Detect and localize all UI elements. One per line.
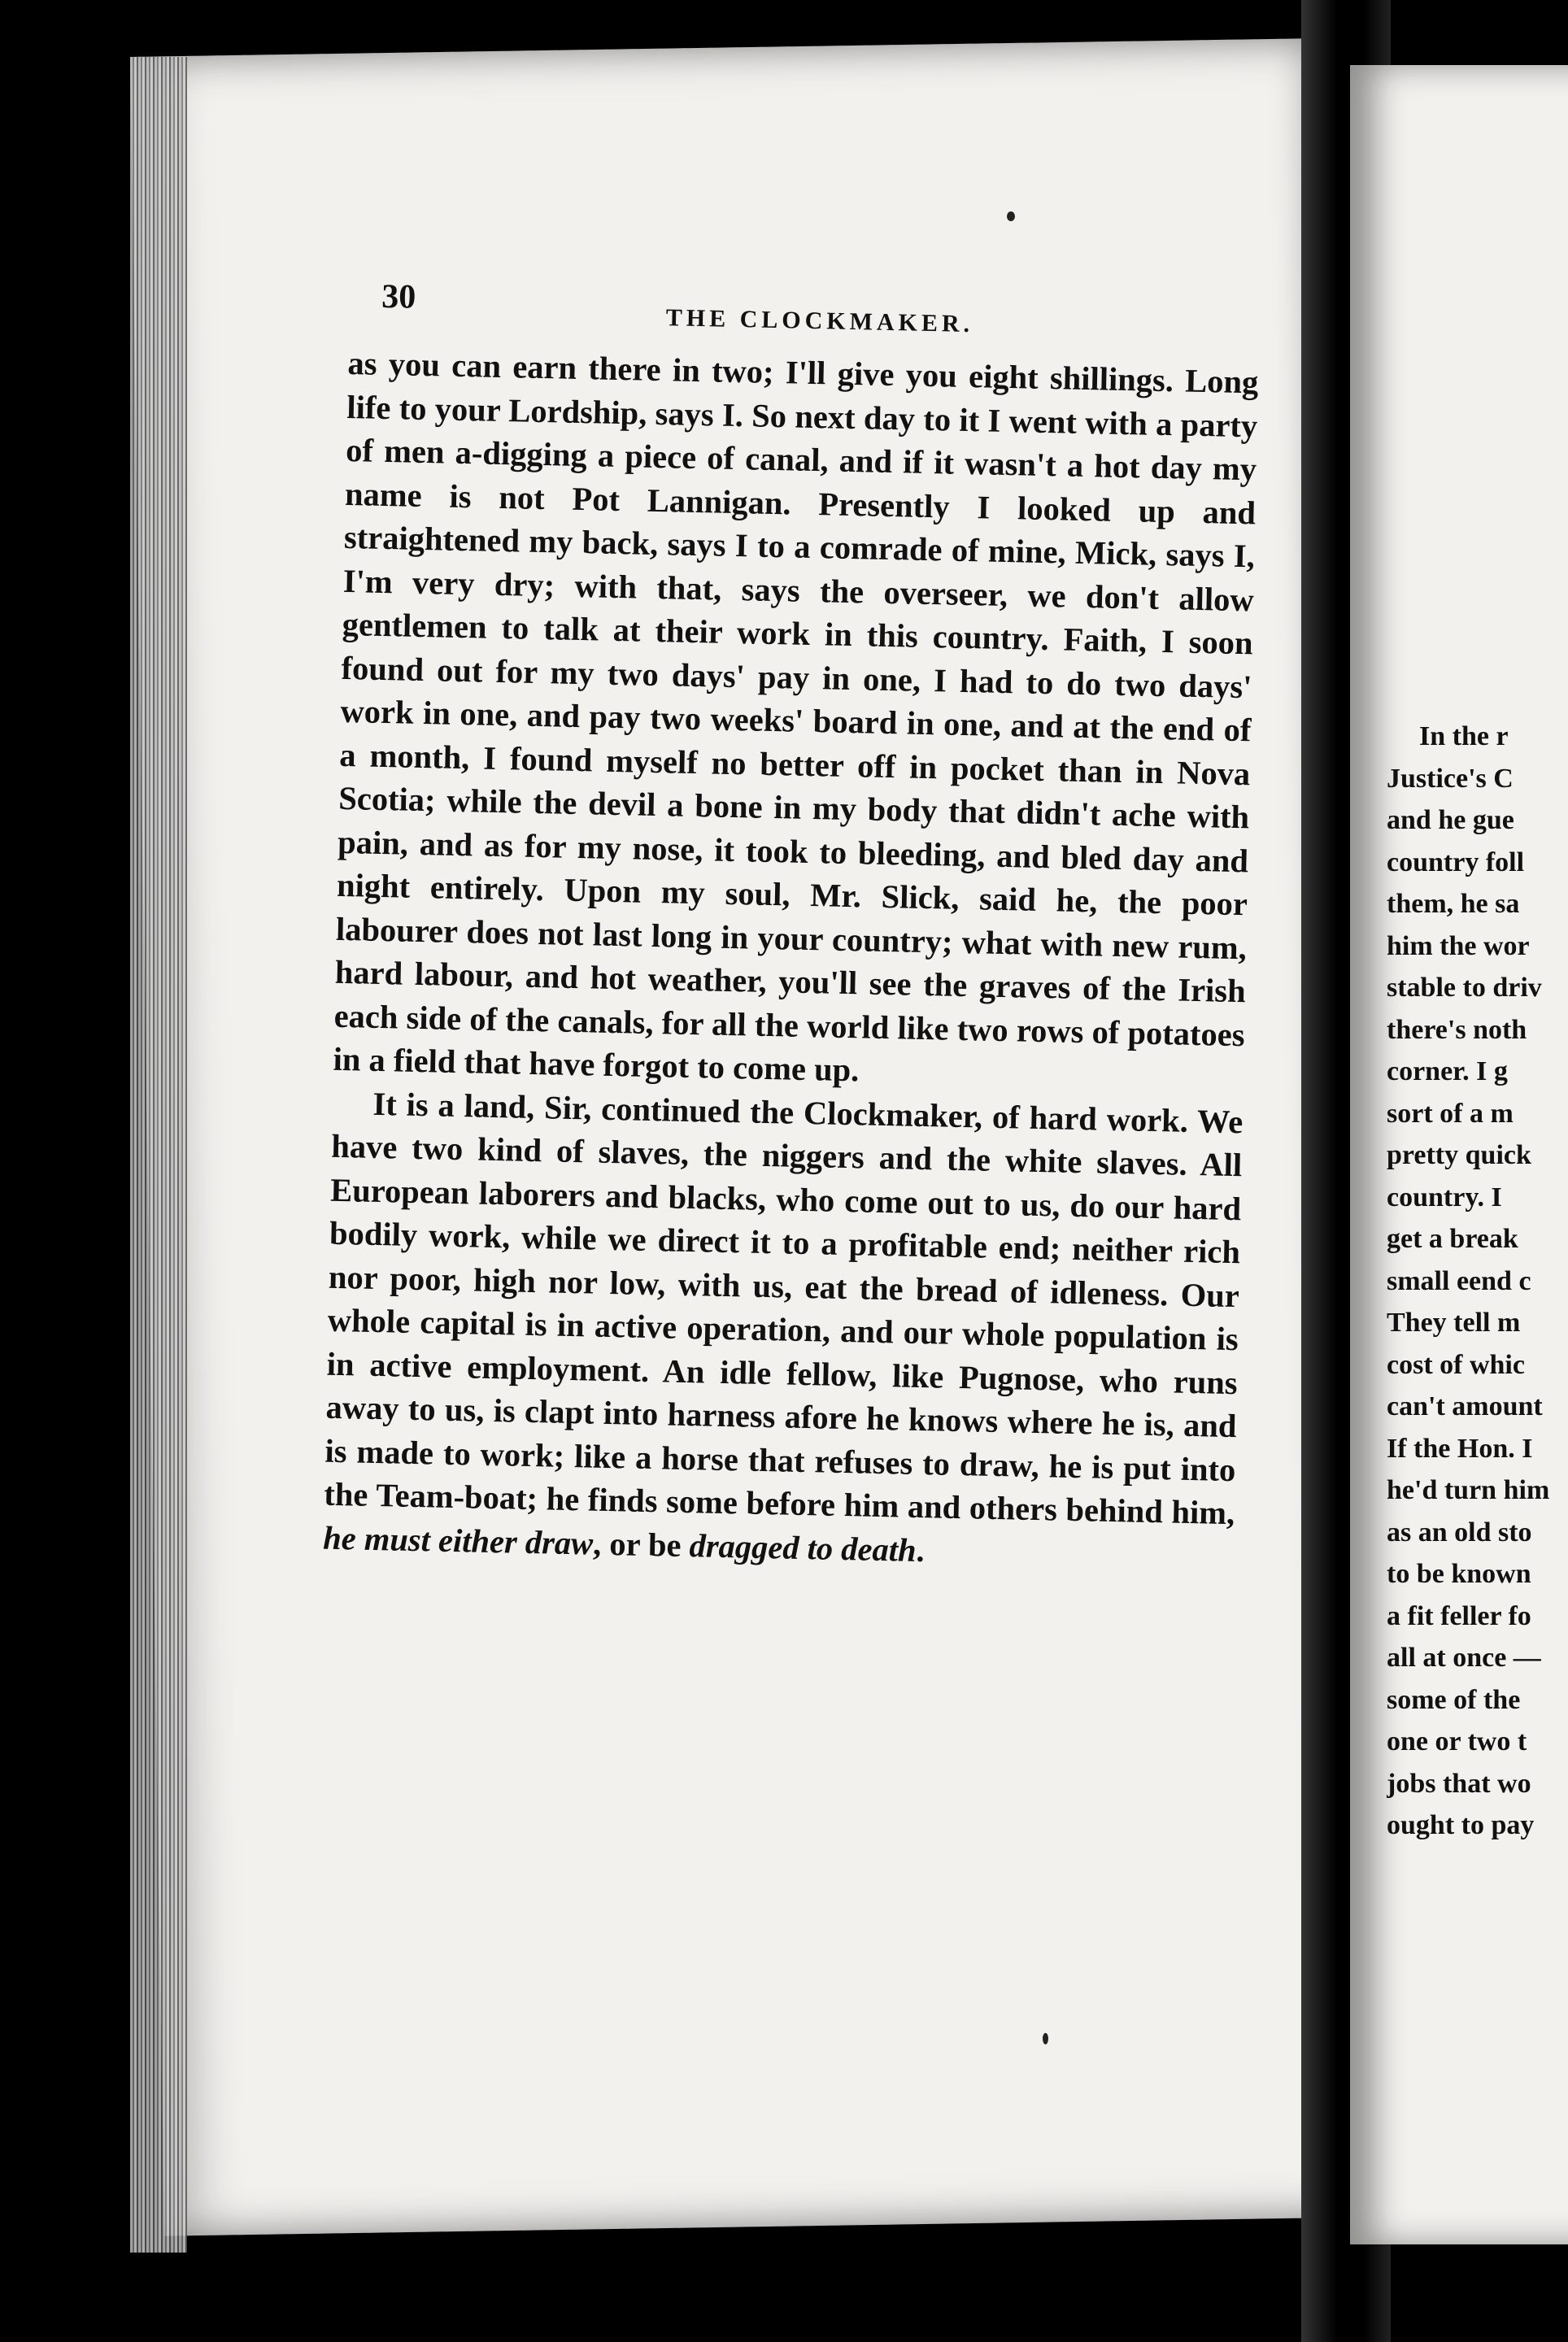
right-line: Justice's C xyxy=(1387,763,1514,794)
right-line: corner. I g xyxy=(1387,1056,1508,1086)
paragraph-continued: as you can earn there in two; I'll give you eight shillings. Long life to your Lordship, says I. So next day to it I went with a party of men a-digging a piece of canal, and if it wasn't a hot day my name is not Pot Lannigan. Presently I looked up and straightened my back, says I to a comrade of mine, Mick, says I, I'm very dry; with that, says the overseer, we don't allow gentlemen to talk at their work in this country. Faith, I soon found out for my two days' pay in one, I had to do two days' work in one, and pay two weeks' board in one, and at the end of a month, I found myself no better off in pocket than in Nova Scotia; while the devil a bone in my body that didn't ache with pain, and as for my nose, it took to bleeding, and bled day and night entirely. Upon my soul, Mr. Slick, said he, the poor labourer does not last long in your country; what with new rum, hard labour, and hot weather, you'll see the graves of the Irish each side of the canals, for all the world like two rows of potatoes in a field that have forgot to come up. xyxy=(333,344,1259,1089)
ink-speck xyxy=(1007,211,1015,221)
paragraph-text-mid: , or be xyxy=(592,1525,690,1564)
right-line: all at once — xyxy=(1387,1643,1541,1673)
right-line: there's noth xyxy=(1387,1014,1527,1045)
right-line: cost of whic xyxy=(1387,1349,1525,1380)
left-page-text xyxy=(323,268,1261,1578)
italic-phrase: he must either draw xyxy=(322,1519,594,1562)
right-line: They tell m xyxy=(1387,1308,1521,1338)
right-page-text xyxy=(1387,716,1568,1847)
right-line: them, he sa xyxy=(1387,889,1520,919)
italic-phrase-end: dragged to death xyxy=(689,1526,917,1569)
right-line: can't amount xyxy=(1387,1391,1543,1421)
right-line: as an old sto xyxy=(1387,1517,1532,1548)
right-line: pretty quick xyxy=(1387,1140,1531,1170)
right-line: he'd turn him xyxy=(1387,1475,1550,1505)
ink-speck xyxy=(1043,2033,1048,2044)
page-number: 30 xyxy=(381,277,416,316)
right-line: him the wor xyxy=(1387,930,1530,961)
right-line: sort of a m xyxy=(1387,1098,1514,1129)
right-line: get a break xyxy=(1387,1224,1518,1254)
right-line: ought to pay xyxy=(1387,1810,1535,1840)
right-line: country foll xyxy=(1387,847,1525,877)
right-line: one or two t xyxy=(1387,1726,1527,1756)
right-line: a fit feller fo xyxy=(1387,1600,1531,1631)
paragraph-text: It is a land, Sir, continued the Clockmaker, of hard work. We have two kind of slaves, the niggers and the white slaves. All European laborers and blacks, who come out to us, do our hard bodily work, while we direct it to a profitable end; neither rich nor poor, high nor low, with us, eat the bread of idleness. Our whole capital is in active operation, and our whole population is in active employment. An idle fellow, like Pugnose, who runs away to us, is clapt into harness afore he knows where he is, and is made to work; like a horse that refuses to draw, he is put into the Team-boat; he finds some before him and others behind him, xyxy=(323,1085,1244,1532)
right-line: stable to driv xyxy=(1387,973,1542,1003)
page-edges xyxy=(130,57,187,2253)
right-line: to be known xyxy=(1387,1559,1531,1589)
right-line: small eend c xyxy=(1387,1265,1531,1296)
right-line: some of the xyxy=(1387,1684,1521,1715)
right-line: country. I xyxy=(1387,1182,1502,1212)
paragraph-clockmaker xyxy=(323,1081,1244,1578)
paragraph-text-end: . xyxy=(916,1531,926,1569)
running-head: THE CLOCKMAKER. xyxy=(665,304,974,338)
right-line: and he gue xyxy=(1387,805,1514,835)
right-line: jobs that wo xyxy=(1387,1768,1531,1799)
right-line: In the r xyxy=(1419,721,1509,751)
right-line: If the Hon. I xyxy=(1387,1433,1533,1464)
